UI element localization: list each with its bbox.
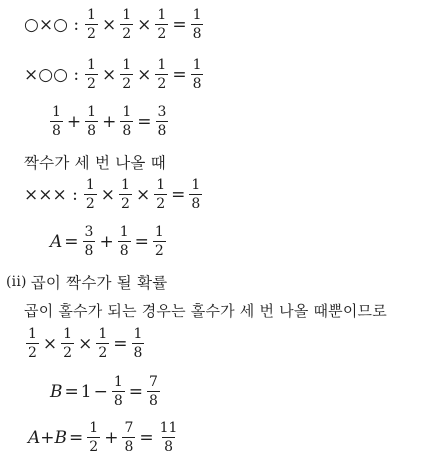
fraction-result: $\frac{1}{2}$	[154, 224, 164, 259]
equation-line-2	[24, 58, 205, 91]
operator: ×	[100, 184, 116, 205]
fraction: $\frac{1}{8}$	[122, 104, 132, 139]
outcome-sequence: ○×○ :	[24, 14, 80, 35]
equation-line-6	[50, 225, 168, 258]
fraction-result: $\frac{11}{8}$	[159, 420, 178, 455]
fraction: $\frac{7}{8}$	[124, 420, 134, 455]
operator: +	[99, 231, 114, 252]
fraction: $\frac{1}{2}$	[121, 177, 130, 212]
number: 1	[80, 381, 92, 402]
text-line: 곱이 홀수가 되는 경우는 홀수가 세 번 나올 때뿐이므로	[24, 302, 387, 320]
equals: =	[64, 231, 79, 252]
equals: =	[172, 14, 187, 35]
operator: ×	[135, 184, 151, 205]
equation-line-9	[24, 327, 146, 360]
operator: ×	[137, 14, 152, 35]
equals: =	[128, 381, 143, 402]
operator: +	[102, 111, 117, 132]
outcome-sequence: ××× :	[24, 184, 78, 205]
operator: ×	[137, 64, 152, 85]
fraction: $\frac{1}{2}$	[85, 177, 95, 212]
operator: +	[66, 111, 82, 132]
fraction: $\frac{1}{2}$	[157, 7, 167, 42]
fraction: $\frac{1}{2}$	[98, 326, 108, 361]
section-heading	[6, 271, 167, 293]
operator: ×	[101, 64, 117, 85]
fraction: $\frac{1}{8}$	[52, 104, 61, 139]
equals: =	[171, 184, 186, 205]
fraction: $\frac{1}{2}$	[28, 326, 37, 361]
fraction: $\frac{1}{8}$	[113, 374, 123, 409]
fraction-result: $\frac{1}{8}$	[133, 326, 143, 361]
operator: +	[104, 427, 119, 448]
fraction: $\frac{1}{2}$	[157, 57, 167, 92]
fraction: $\frac{1}{2}$	[63, 326, 73, 361]
fraction: $\frac{1}{2}$	[122, 7, 132, 42]
section-marker: (ii)	[6, 274, 27, 290]
equals: =	[137, 111, 152, 132]
fraction: $\frac{1}{2}$	[156, 177, 166, 212]
equals: =	[113, 333, 128, 354]
equation-line-3	[48, 105, 170, 138]
equals: =	[64, 381, 79, 402]
fraction-result: $\frac{1}{8}$	[192, 57, 202, 92]
equals: =	[134, 231, 149, 252]
equation-line-1	[24, 8, 205, 41]
equation-line-11	[28, 421, 181, 454]
fraction: $\frac{1}{2}$	[87, 7, 96, 42]
fraction: $\frac{1}{8}$	[87, 104, 97, 139]
equals: =	[172, 64, 187, 85]
fraction: $\frac{1}{2}$	[89, 420, 99, 455]
fraction: $\frac{1}{8}$	[119, 224, 129, 259]
equation-line-10	[50, 375, 162, 408]
equation-line-5	[24, 178, 204, 211]
operator: ×	[42, 333, 58, 354]
fraction-result: $\frac{3}{8}$	[157, 104, 167, 139]
operator: −	[93, 381, 108, 402]
section-title: 곱이 짝수가 될 확률	[30, 274, 168, 292]
text-line: 짝수가 세 번 나올 때	[24, 154, 166, 172]
fraction: $\frac{3}{8}$	[84, 224, 94, 259]
fraction: $\frac{1}{2}$	[122, 57, 132, 92]
operator: ×	[78, 333, 93, 354]
fraction: $\frac{1}{2}$	[87, 57, 96, 92]
variable-a: A	[50, 231, 63, 252]
equals: =	[69, 427, 84, 448]
variable-b: B	[50, 381, 63, 402]
fraction-result: $\frac{7}{8}$	[149, 374, 158, 409]
variable-a-plus-b: A+B	[28, 427, 68, 448]
equals: =	[139, 427, 154, 448]
operator: ×	[101, 14, 117, 35]
fraction-result: $\frac{1}{8}$	[192, 7, 202, 42]
fraction-result: $\frac{1}{8}$	[191, 177, 201, 212]
outcome-sequence: ×○○ :	[24, 64, 80, 85]
